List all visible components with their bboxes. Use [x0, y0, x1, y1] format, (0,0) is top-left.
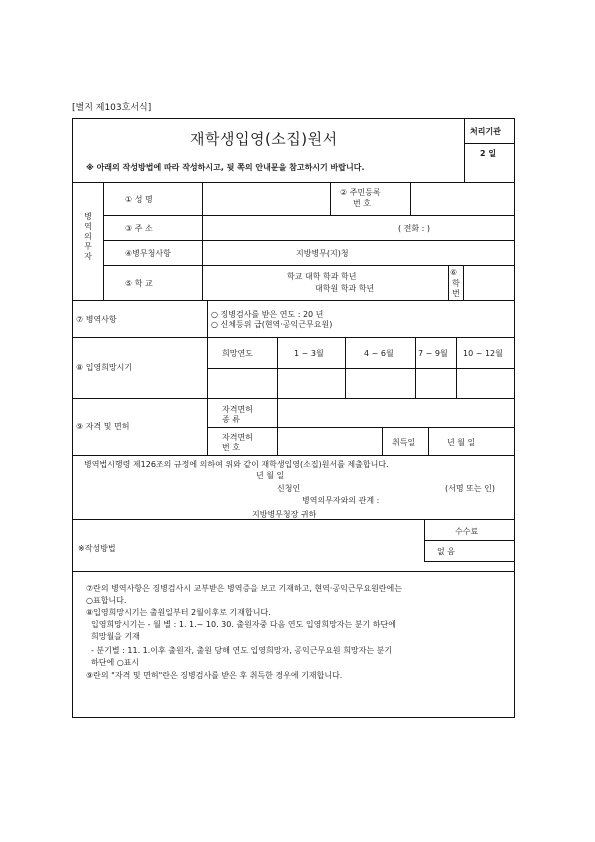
license-label: ⑨ 자격 및 면허 [76, 422, 130, 431]
license-bottom [72, 455, 515, 456]
enlist-q4: 10 ~ 12월 [463, 349, 503, 358]
note-line: ○표합니다. [86, 596, 127, 605]
instruction-note: ※ 아래의 작성방법에 따라 작성하시고, 뒷 쪽의 안내문을 참고하시기 바랍니다. [86, 163, 365, 172]
acquired-date: 년 월 일 [447, 438, 476, 447]
military-label: ⑦ 병역사항 [76, 315, 117, 324]
enlist-q1-input[interactable] [278, 369, 344, 397]
acquired-divider-2 [428, 427, 429, 455]
school-label: ⑤ 학 교 [125, 279, 153, 288]
student-id-mark: ⑥ [450, 268, 458, 277]
school-line-1: 학교 대학 학과 학년 [287, 272, 357, 281]
school-line-2: 대학원 학과 학년 [315, 284, 375, 293]
note-line: ⑦란의 병역사항은 징병검사시 교부받은 병역증을 보고 기재하고, 현역·공익근무요원란에는 [86, 584, 402, 593]
military-divider [207, 300, 208, 337]
license-num-label-1: 자격면허 [222, 433, 253, 442]
fee-value: 없 음 [437, 547, 455, 556]
school-id-divider-2 [463, 265, 464, 300]
note-line: 하단에 ○표시 [91, 658, 140, 667]
name-label: ① 성 명 [125, 195, 153, 204]
method-label: ※작성방법 [78, 544, 116, 553]
fee-label: 수수료 [455, 527, 479, 536]
rrn-label-2: 번 호 [353, 199, 371, 208]
row-line-3 [103, 265, 515, 266]
person-bottom [72, 300, 515, 301]
rrn-label-1: ② 주민등록 [340, 188, 381, 197]
form-reference: [별지 제103호서식] [72, 103, 152, 113]
license-kind-label-1: 자격면허 [222, 405, 253, 414]
note-line: ⑨란의 "자격 및 면허"란은 징병검사를 받은 후 취득한 경우에 기재합니다. [86, 671, 343, 680]
agency-label: 처리기관 [470, 127, 501, 136]
rrn-value-divider [410, 182, 411, 215]
note-line: - 분기별 : 11. 1.이후 출원자, 출원 당해 연도 입영희망자, 공익근무요원 희망자는 분기 [91, 646, 393, 655]
license-kind-label-2: 종 류 [222, 415, 240, 424]
note-line: ⑧입영희망시기는 출원일부터 2월이후로 기재합니다. [86, 608, 271, 617]
title-divider [464, 118, 465, 182]
office-value: 지방병무(지)청 [296, 249, 349, 258]
office-label: ④병무청사항 [125, 249, 171, 258]
acquired-label: 취득일 [392, 438, 416, 447]
military-line-1: ○ 징병검사를 받은 연도 : 20 년 [211, 310, 324, 319]
enlist-q2: 4 ~ 6월 [364, 349, 394, 358]
military-line-2: ○ 신체등위 급(현역·공익근무요원) [211, 320, 333, 329]
enlist-year-label: 희망연도 [222, 349, 253, 358]
enlist-q4-input[interactable] [457, 369, 513, 397]
enlist-year-input[interactable] [208, 369, 276, 397]
license-mid [207, 427, 515, 428]
enlist-q1: 1 ~ 3월 [294, 349, 324, 358]
applicant-label: 신청인 [277, 484, 301, 493]
frame-bottom [72, 717, 515, 718]
person-group-label: 병역의무자 [84, 212, 92, 261]
military-bottom [72, 337, 515, 338]
name-rrn-divider [330, 182, 331, 215]
relation-label: 병역의무자와의 관계 : [302, 496, 380, 505]
enlist-q2-input[interactable] [346, 369, 414, 397]
license-num-label-2: 번 호 [222, 443, 240, 452]
method-bottom [72, 571, 515, 572]
declaration-statement: 병역법시행령 제126조의 규정에 의하여 위와 같이 재학생입영(소집)원서를 제출합니다. [84, 460, 389, 469]
person-group-divider [103, 182, 104, 300]
agency-divider [464, 143, 515, 144]
school-id-divider-1 [448, 265, 449, 300]
form-title: 재학생입영(소집)원서 [190, 130, 338, 148]
fee-mid [424, 540, 515, 541]
addressee: 지방병무청장 귀하 [252, 510, 317, 519]
enlist-bottom [72, 398, 515, 399]
acquired-divider-1 [382, 427, 383, 455]
fee-bottom [424, 561, 515, 562]
enlist-q3: 7 ~ 9월 [418, 349, 448, 358]
signature-label: (서명 또는 인) [445, 484, 495, 493]
enlist-label: ⑧ 입영희망시기 [76, 363, 133, 372]
address-label: ③ 주 소 [125, 224, 153, 233]
frame-right [514, 118, 515, 718]
enlist-q3-input[interactable] [416, 369, 455, 397]
person-label-divider [202, 182, 203, 300]
phone-label: ( 전화 : ) [398, 224, 431, 233]
frame-left [72, 118, 73, 718]
title-bottom [72, 182, 515, 183]
agency-period: 2 일 [480, 149, 497, 158]
note-line: 희망월을 기재 [91, 632, 140, 641]
note-line: 입영희망시기는 - 월 별 : 1. 1.~ 10. 30. 출원자중 다음 연도 입영희망자는 분기 하단에 [91, 620, 396, 629]
frame-top [72, 118, 515, 119]
student-id-label: 학번 [452, 279, 460, 298]
declaration-date: 년 월 일 [256, 471, 285, 480]
row-line-2 [103, 240, 515, 241]
row-line-1 [103, 215, 515, 216]
